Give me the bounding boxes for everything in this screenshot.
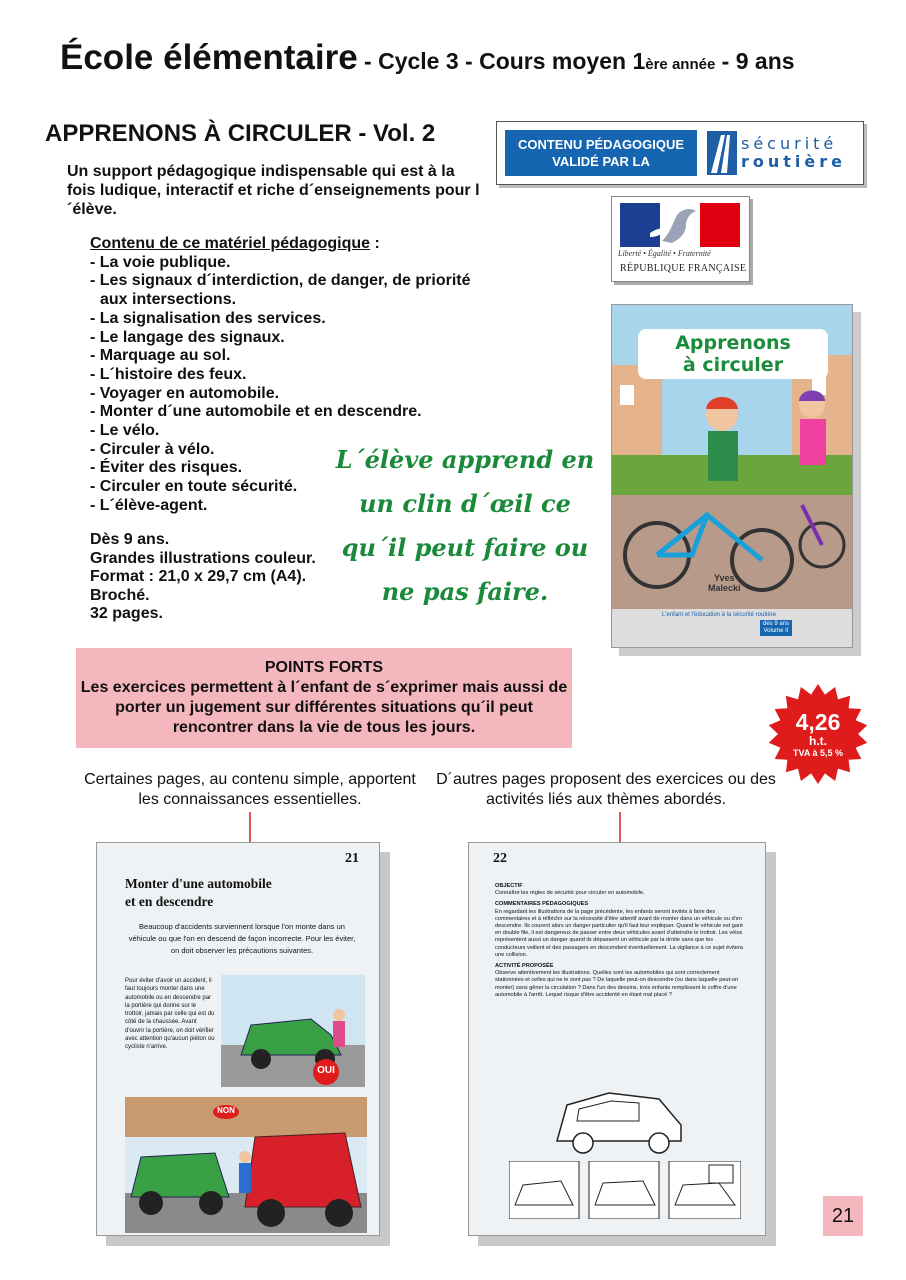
cover-title: Apprenons à circuler [638, 329, 828, 379]
price-badge [768, 684, 868, 784]
list-item: - L´histoire des feux. [90, 365, 247, 383]
points-forts-box [76, 648, 572, 748]
sample-page-number: 21 [345, 851, 359, 866]
age-label: - 9 ans [715, 48, 795, 74]
points-forts-text: Les exercices permettent à l´enfant de s´exprimer mais aussi de porter un jugement sur différentes situations qu´il peut rencontrer dans la vie de tous les jours. [80, 679, 568, 736]
year-label: ère année [645, 56, 716, 73]
list-item: - La voie publique. [90, 253, 231, 271]
contents-list: Contenu de ce matériel pédagogique : - La voie publique. - Les signaux d´interdiction, de danger, de priorité aux intersections. - La signalisation des services. - Le langage des signaux. - Marquage au sol. - L´histoire des feux. - Voyager en automobile. - Monter d´une automobile et en descendre. - Le vélo. - Circuler à vélo. - Éviter des risques. - Circuler en toute sécurité. - L´élève-agent. [90, 235, 510, 516]
price-unit: h.t. [809, 733, 827, 748]
list-item: - La signalisation des services. [90, 309, 326, 327]
list-item: - Le langage des signaux. [90, 328, 285, 346]
sample-page-22 [468, 842, 766, 1236]
price-amount: 4,26 [795, 708, 841, 735]
page-number: 21 [823, 1196, 863, 1236]
contents-heading: Contenu de ce matériel pédagogique [90, 235, 371, 252]
script-quote: L´élève apprend en un clin d´œil ce qu´il peut faire ou ne pas faire. [335, 445, 595, 606]
road-logo-icon [707, 131, 737, 175]
sample-page-21 [96, 842, 380, 1236]
product-specs [90, 531, 316, 624]
cover-volume: dès 9 ans Volume II [760, 620, 792, 636]
caption-right: D´autres pages proposent des exercices ou des activités liés aux thèmes abordés. [436, 771, 776, 808]
no-badge: NON [217, 1106, 235, 1115]
list-item: - Circuler à vélo. [90, 440, 215, 458]
sample-page-number: 22 [493, 851, 507, 866]
spec-pages: 32 pages. [90, 605, 163, 622]
list-item: - L´élève-agent. [90, 496, 208, 514]
validation-label: CONTENU PÉDAGOGIQUE VALIDÉ PAR LA [505, 130, 697, 176]
book-cover [611, 304, 853, 648]
cover-footer-caption: L'enfant et l'éducation à la sécurité routière [662, 612, 777, 618]
spec-format: Format : 21,0 x 29,7 cm (A4). [90, 568, 307, 585]
school-level: École élémentaire [60, 38, 358, 77]
list-item: aux intersections. [100, 291, 237, 309]
sample-page-heading: Monter d'une automobile et en descendre [125, 876, 272, 909]
list-item: - Voyager en automobile. [90, 384, 280, 402]
car-illustration-no [125, 1097, 367, 1233]
list-item: - Le vélo. [90, 422, 160, 440]
points-forts-heading: POINTS FORTS [264, 659, 384, 676]
product-intro: Un support pédagogique indispensable qui est à la fois ludique, interactif et riche d´enseignements pour l´élève. [67, 163, 480, 218]
product-title: APPRENONS À CIRCULER - Vol. 2 [45, 120, 436, 147]
list-item: - Les signaux d´interdiction, de danger, de priorité [90, 272, 471, 290]
cover-author: Yves Malecki [708, 573, 741, 593]
list-item: - Éviter des risques. [90, 459, 243, 477]
list-item: - Marquage au sol. [90, 347, 231, 365]
spec-age: Dès 9 ans. [90, 531, 170, 548]
page-header [60, 38, 795, 78]
list-item: - Circuler en toute sécurité. [90, 478, 298, 496]
cycle-label: - Cycle 3 - Cours moyen 1 [357, 48, 646, 74]
list-item: - Monter d´une automobile et en descendre. [90, 403, 422, 421]
sample-page-lead: Beaucoup d'accidents surviennent lorsque l'on monte dans un véhicule ou que l'on en descend de façon incorrecte. Pour les éviter, on doit observer les précautions suivantes. [128, 922, 356, 955]
caption-left: Certaines pages, au contenu simple, apportent les connaissances essentielles. [84, 771, 416, 808]
spec-binding: Broché. [90, 586, 150, 604]
yes-badge: OUI [317, 1065, 335, 1076]
line-drawing-scenes [509, 1161, 741, 1219]
line-drawing-car [549, 1075, 689, 1155]
spec-illustrations: Grandes illustrations couleur. [90, 549, 316, 567]
securite-routiere-logo: sécurité routière [705, 128, 855, 178]
sample-page-text: OBJECTIF Connaître les règles de sécurité pour circuler en automobile. COMMENTAIRES PÉDAGOGIQUES En regardant les illustrations de la page précédente, les enfants seront invités à faire des commentaires et à réfléchir sur la nécessité d'être attentif avant de monter dans un véhicule ou d'en descendre. Ils courent alors un danger particulier qu'il faut leur expliquer. Quand le véhicule est garé en double file, il est dangereux de passer entre deux véhicules avant d'atteindre le trottoir. Les vélos représentent aussi un danger quand ils dépassent un véhicule par la droite sans que les conducteurs veillent et des passagers en descendent éventuellement. La vigilance à ce sujet évitera une collision. ACTIVITÉ PROPOSÉE Observe attentivement les illustrations. Quelles sont les automobiles qui sont correctement stationnées et celles qui ne le sont pas ? De laquelle peut-on descendre (ou dans laquelle peut-on monter) sans gêner la circulation ? Dans l'un des dessins, trois enfants remplissent le coffre d'une automobile à l'arrêt. Lequel risque d'être accidenté en étant mal placé ? [495, 883, 743, 998]
validation-box [496, 121, 864, 185]
republique-francaise-logo: Liberté • Égalité • Fraternité RÉPUBLIQUE FRANÇAISE [611, 196, 750, 282]
sample-page-side-text: Pour éviter d'avoir un accident, il faut toujours monter dans une automobile ou en descendre par la portière qui donne sur le trottoir, jamais par celle qui est du côté de la chaussée. Avant d'ouvrir la portière, on doit vérifier avec attention qu'aucun piéton ou cycliste n'arrive. [125, 978, 215, 1051]
marianne-icon [620, 203, 740, 247]
price-tax: TVA à 5,5 % [792, 747, 844, 758]
